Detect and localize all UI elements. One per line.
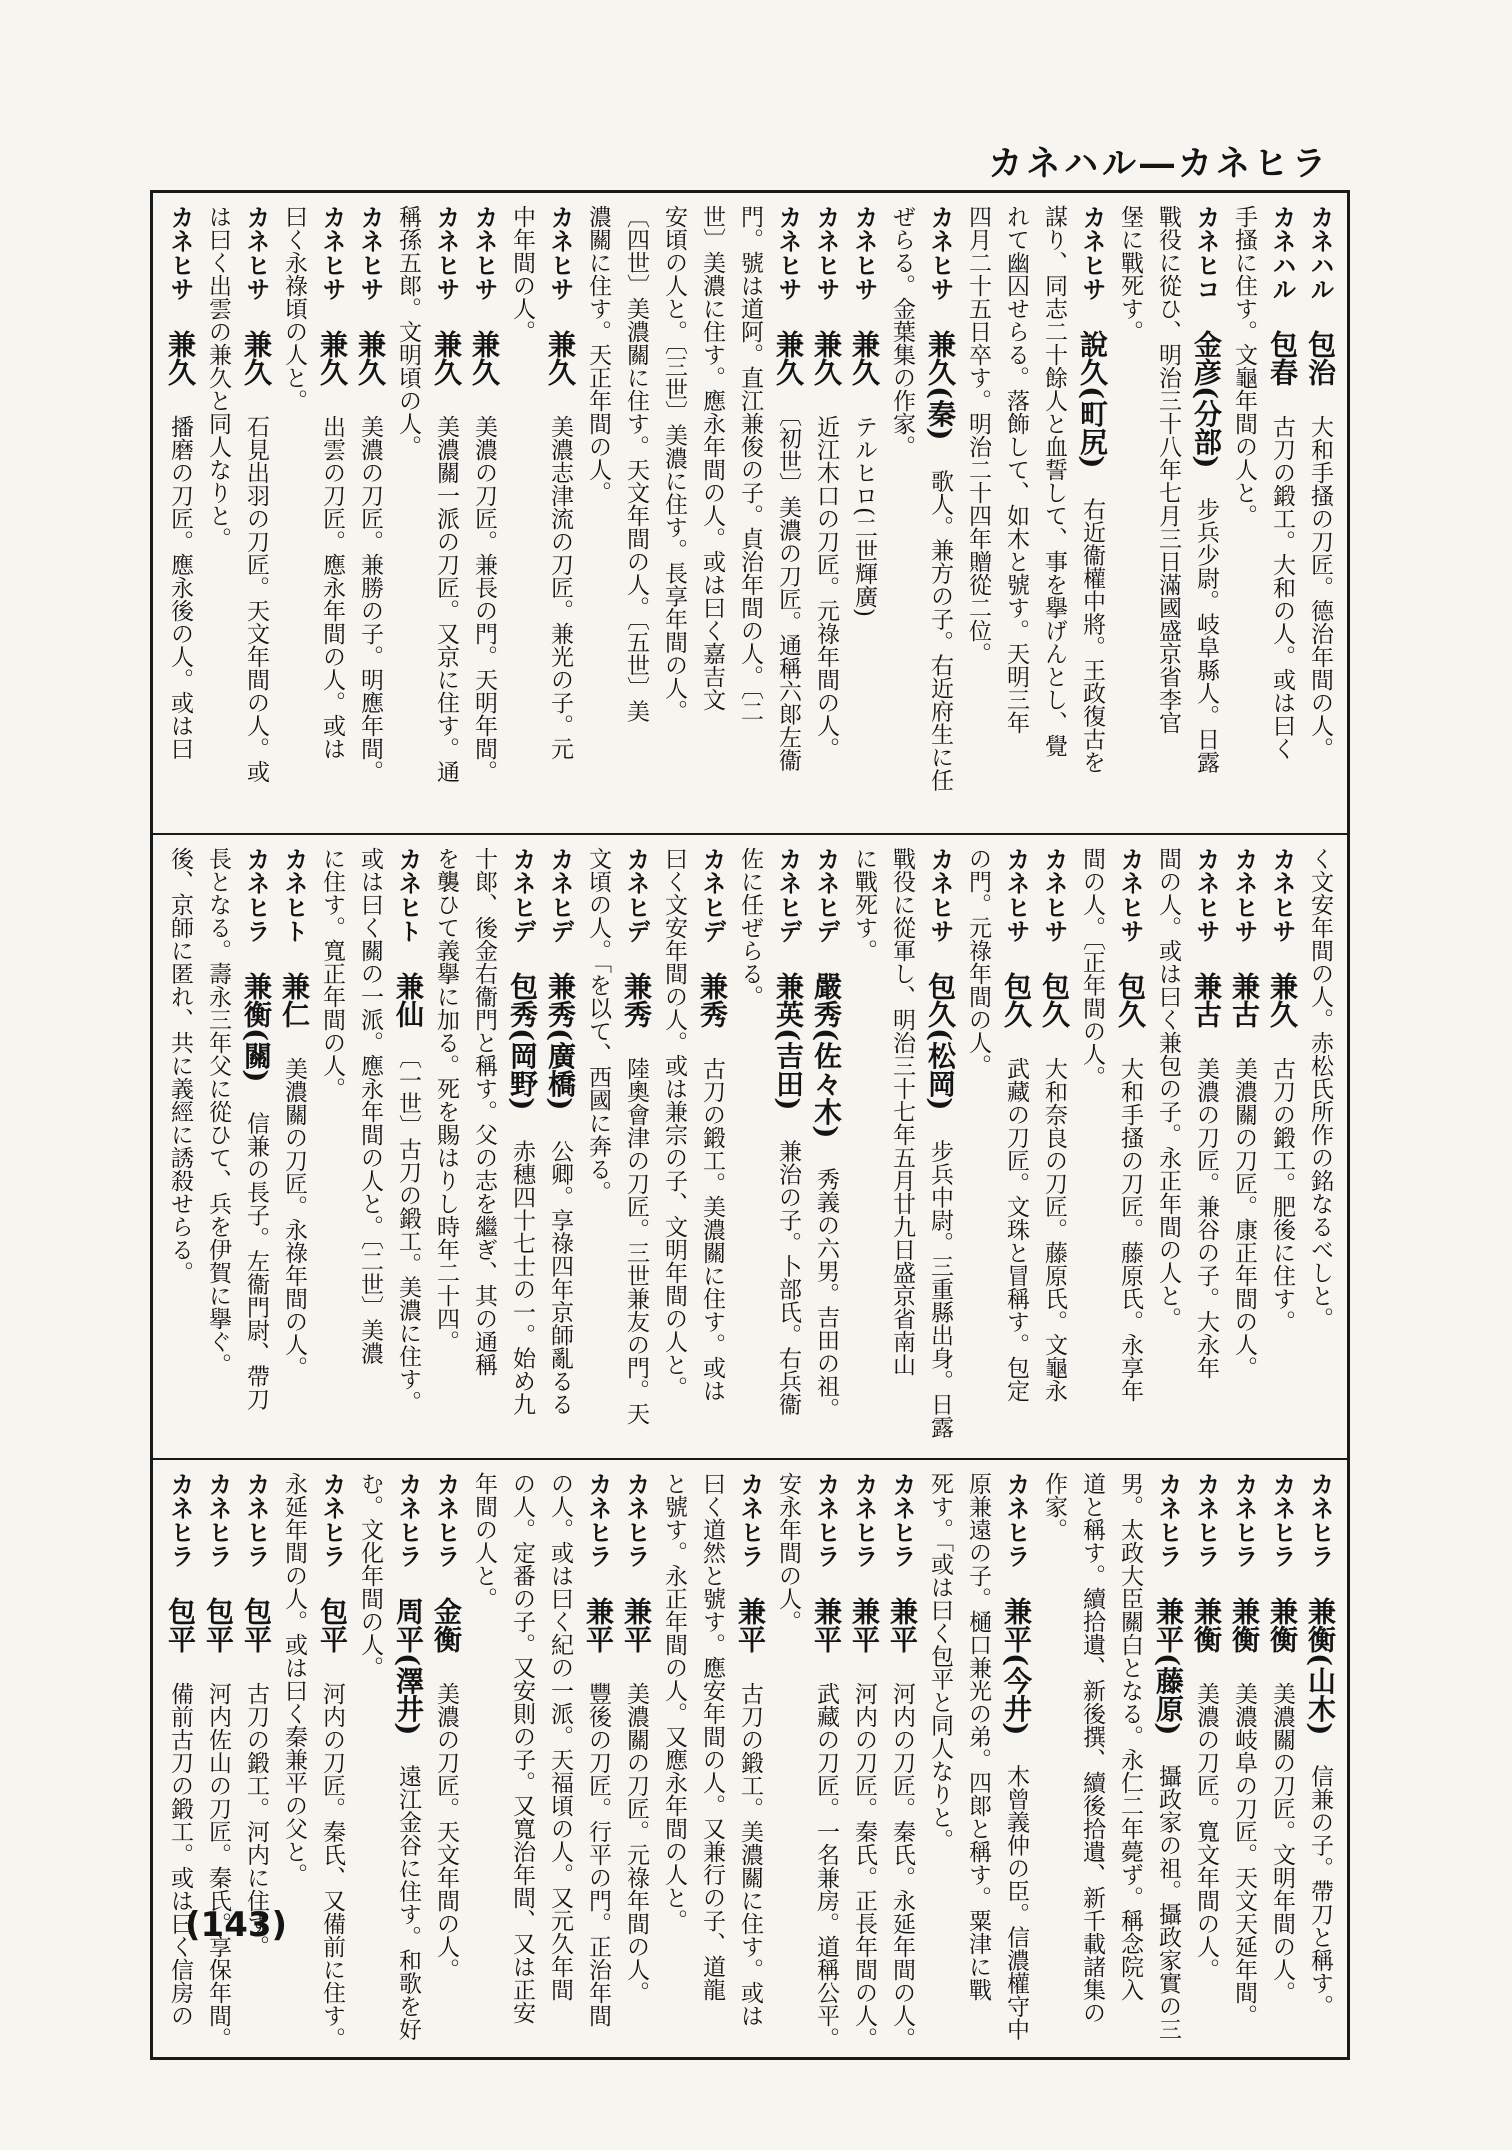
entry-text: 安頃の人と。〔三世〕美濃に住す。長享年間の人。	[661, 205, 687, 723]
continuation-line	[427, 847, 465, 1452]
entry-reading: カネヒサ	[774, 205, 802, 301]
continuation-line	[389, 205, 427, 825]
entry-text: 古刀の鍛工。肥後に住す。	[1269, 1057, 1295, 1333]
entry-reading: カネヒサ	[166, 205, 194, 301]
entry-line	[807, 847, 845, 1452]
continuation-line	[693, 205, 731, 825]
continuation-line	[465, 847, 503, 1452]
entry-text: 美濃關一派の刀匠。又京に住す。通	[433, 415, 459, 783]
entry-text: は曰く出雲の兼久と同人なりと。	[205, 205, 231, 550]
entry-text: 四月二十五日卒す。明治二十四年贈從二位。	[965, 205, 991, 665]
entry-reading: カネヒデ	[622, 847, 650, 943]
entry-text: 兼治の子。卜部氏。右兵衞	[775, 1139, 801, 1416]
entry-name: 包久	[1038, 972, 1071, 1028]
entry-text: 門。號は道阿。直江兼俊の子。貞治年間の人。〔二	[737, 205, 763, 723]
entry-line	[161, 1472, 199, 2051]
entry-name: 包治	[1304, 330, 1337, 386]
entry-reading: カネヒサ	[1002, 847, 1030, 943]
entry-text: 安永年間の人。	[775, 1472, 801, 1633]
entry-line	[1187, 205, 1225, 825]
entry-name: 兼久	[164, 330, 197, 386]
continuation-line	[1111, 1472, 1149, 2051]
entry-text: 曰く道然と號す。應安年間の人。又兼行の子、道龍	[699, 1472, 725, 2001]
entry-text: 遠江金谷に住す。和歌を好	[395, 1764, 421, 2041]
entry-line	[807, 205, 845, 825]
entry-reading: カネヒサ	[356, 205, 384, 301]
entry-text: 美濃の刀匠。天文年間の人。	[433, 1682, 459, 1981]
entry-name: 兼久	[848, 330, 881, 386]
entry-reading: カネヒデ	[698, 847, 726, 943]
page-number: (143)	[185, 1905, 288, 1945]
continuation-line	[921, 1472, 959, 2051]
continuation-line	[351, 1472, 389, 2051]
entry-line	[237, 847, 275, 1452]
entry-text: 出雲の刀匠。應永年間の人。或は	[319, 415, 345, 760]
entry-line	[1187, 1472, 1225, 2051]
entry-line	[693, 847, 731, 1452]
entry-name: 兼衡	[1228, 1597, 1261, 1653]
entry-text: 原兼遠の子。樋口兼光の弟。四郞と稱す。粟津に戰	[965, 1472, 991, 2001]
entry-name: 包久	[1114, 972, 1147, 1028]
entry-reading: カネヒラ	[888, 1472, 916, 1568]
entry-reading: カネヒラ	[736, 1472, 764, 1568]
entry-name: 兼衡(關)	[240, 972, 273, 1083]
entry-text: 或は曰く關の一派。應永年間の人と。〔二世〕美濃	[357, 847, 383, 1365]
entry-name: 兼平	[848, 1597, 881, 1653]
entry-name: 兼仁	[278, 972, 311, 1028]
entry-text: 近江木口の刀匠。元祿年間の人。	[813, 415, 839, 760]
entry-reading: カネヒト	[394, 847, 422, 943]
entry-line	[427, 205, 465, 825]
entry-columns	[161, 205, 1339, 825]
entry-reading: カネハル	[1268, 205, 1296, 301]
entry-reading: カネヒデ	[774, 847, 802, 943]
continuation-line	[1073, 847, 1111, 1452]
page-header	[180, 140, 1330, 184]
entry-text: 大和手搔の刀匠。德治年間の人。	[1307, 415, 1333, 760]
entry-reading: カネヒラ	[242, 847, 270, 943]
entry-line	[275, 847, 313, 1452]
entry-text: 河内の刀匠。秦氏。正長年間の人。	[851, 1682, 877, 2050]
entry-line	[161, 205, 199, 825]
entry-text: 武藏の刀匠。文珠と冒稱す。包定	[1003, 1057, 1029, 1402]
entry-reading: カネヒラ	[1154, 1472, 1182, 1568]
entry-reading: カネヒラ	[1192, 1472, 1220, 1568]
entry-text: 道と稱す。續拾遺、新後撰、續後拾遺、新千載諸集の	[1079, 1472, 1105, 2024]
entry-name: 兼久	[316, 330, 349, 386]
entry-text: 大和奈良の刀匠。藤原氏。文龜永	[1041, 1057, 1067, 1402]
entry-text: 河内佐山の刀匠。秦氏。享保年間。	[205, 1682, 231, 2050]
continuation-line	[1035, 1472, 1073, 2051]
entry-reading: カネヒト	[280, 847, 308, 943]
continuation-line	[161, 847, 199, 1452]
entry-text: 武藏の刀匠。一名兼房。道稱公平。	[813, 1682, 839, 2050]
entry-name: 兼久	[1266, 972, 1299, 1028]
entry-text: 步兵少尉。岐阜縣人。日露	[1193, 497, 1219, 774]
entry-name: 包平	[202, 1597, 235, 1653]
entry-text: 歌人。兼方の子。右近府生に任	[927, 469, 953, 792]
continuation-line	[1149, 847, 1187, 1452]
entry-name: 說久(町尻)	[1076, 330, 1109, 469]
entry-line	[769, 847, 807, 1452]
entry-text: に住す。寬正年間の人。	[319, 847, 345, 1100]
entry-name: 兼久	[544, 330, 577, 386]
continuation-line	[579, 847, 617, 1452]
entry-reading: カネヒラ	[1002, 1472, 1030, 1568]
entry-reading: カネヒサ	[1192, 847, 1220, 943]
continuation-line	[199, 205, 237, 825]
entry-text: 美濃志津流の刀匠。兼光の子。元	[547, 415, 573, 760]
entry-text: 〔四世〕美濃關に住す。天文年間の人。〔五世〕美	[623, 205, 649, 723]
entry-text: 〔一世〕古刀の鍛工。美濃に住す。	[395, 1057, 421, 1414]
continuation-line	[503, 1472, 541, 2051]
entry-reading: カネヒラ	[1268, 1472, 1296, 1568]
entry-text: 右近衞權中將。王政復古を	[1079, 497, 1105, 774]
header-title: カネハル―カネヒラ	[988, 143, 1330, 184]
entry-name: 兼久	[772, 330, 805, 386]
entry-line	[997, 847, 1035, 1452]
entry-line	[237, 1472, 275, 2051]
entry-text: 美濃關の刀匠。元祿年間の人。	[623, 1682, 649, 2004]
entry-text: の門。元祿年間の人。	[965, 847, 991, 1077]
continuation-line	[959, 847, 997, 1452]
entry-line	[199, 1472, 237, 2051]
entry-line	[1301, 1472, 1339, 2051]
entry-name: 兼久	[240, 330, 273, 386]
entry-line	[541, 847, 579, 1452]
entry-text: 赤穗四十七士の一。始め九	[509, 1139, 535, 1416]
entry-text: 河内の刀匠。秦氏、又備前に住す。	[319, 1682, 345, 2050]
entry-reading: カネハル	[1306, 205, 1334, 301]
entry-reading: カネヒサ	[926, 847, 954, 943]
entry-line	[313, 1472, 351, 2051]
entry-reading: カネヒサ	[1040, 847, 1068, 943]
entry-text: と號す。永正年間の人。又應永年間の人と。	[661, 1472, 687, 1932]
continuation-line	[693, 1472, 731, 2051]
entry-text: 手搔に住す。文龜年間の人と。	[1231, 205, 1257, 527]
entry-text: 年間の人と。	[471, 1472, 497, 1610]
continuation-line	[351, 847, 389, 1452]
entry-text: 間の人。〔正年間の人。	[1079, 847, 1105, 1089]
entry-name: 包平	[164, 1597, 197, 1653]
entry-text: 世〕美濃に住す。應永年間の人。或は曰く嘉吉文	[699, 205, 725, 711]
entry-name: 兼久	[810, 330, 843, 386]
continuation-line	[541, 1472, 579, 2051]
continuation-line	[655, 847, 693, 1452]
entry-text: 作家。	[1041, 1472, 1067, 1541]
entry-line	[1073, 205, 1111, 825]
entry-text: む。文化年間の人。	[357, 1472, 383, 1679]
entry-name: 金彦(分部)	[1190, 330, 1223, 469]
continuation-line	[579, 205, 617, 825]
entry-text: 間の人。或は曰く兼包の子。永正年間の人と。	[1155, 847, 1181, 1330]
entry-name: 兼秀	[620, 972, 653, 1028]
entry-reading: カネヒサ	[546, 205, 574, 301]
entry-line	[1111, 847, 1149, 1452]
entry-text: 攝政家の祖。攝政家實の三	[1155, 1764, 1181, 2041]
entry-name: 兼古	[1228, 972, 1261, 1028]
entry-name: 兼平(藤原)	[1152, 1597, 1185, 1736]
entry-name: 兼久(秦)	[924, 330, 957, 441]
entry-text: 堡に戰死す。	[1117, 205, 1143, 343]
entry-line	[731, 1472, 769, 2051]
entry-line	[1263, 847, 1301, 1452]
entry-reading: カネヒサ	[318, 205, 346, 301]
entry-line	[921, 205, 959, 825]
entry-name: 包久	[1000, 972, 1033, 1028]
entry-text: 美濃關の刀匠。永祿年間の人。	[281, 1057, 307, 1379]
entry-reading: カネヒサ	[1116, 847, 1144, 943]
continuation-line	[1073, 1472, 1111, 2051]
entry-text: 古刀の鍛工。河内に住す。	[243, 1682, 269, 1958]
entry-text: 大和手搔の刀匠。藤原氏。永享年	[1117, 1057, 1143, 1402]
entry-reading: カネヒラ	[432, 1472, 460, 1568]
entry-text: 古刀の鍛工。大和の人。或は曰く	[1269, 415, 1295, 760]
entry-text: 美濃の刀匠。兼長の門。天明年間。	[471, 415, 497, 783]
entry-text: 美濃の刀匠。兼勝の子。明應年間。	[357, 415, 383, 783]
continuation-line	[503, 205, 541, 825]
continuation-line	[275, 1472, 313, 2051]
continuation-line	[465, 1472, 503, 2051]
entry-text: 美濃關の刀匠。康正年間の人。	[1231, 1057, 1257, 1379]
entry-name: 兼平(今井)	[1000, 1597, 1033, 1736]
entry-name: 金衡	[430, 1597, 463, 1653]
entry-line	[389, 1472, 427, 2051]
entry-text: の人。定番の子。又安則の子。又寬治年間、又は正安	[509, 1472, 535, 2024]
entry-line	[883, 1472, 921, 2051]
continuation-line	[275, 205, 313, 825]
entry-name: 包久(松岡)	[924, 972, 957, 1111]
entry-reading: カネヒサ	[1078, 205, 1106, 301]
entry-text: 公卿。享祿四年京師亂るる	[547, 1139, 573, 1416]
entry-line	[1225, 847, 1263, 1452]
entry-name: 兼平	[886, 1597, 919, 1653]
entry-reading: カネヒラ	[584, 1472, 612, 1568]
entry-text: 戰役に從ひ、明治三十八年七月三日滿國盛京省李官	[1155, 205, 1181, 734]
entry-reading: カネヒサ	[242, 205, 270, 301]
entry-line	[845, 1472, 883, 2051]
entry-name: 兼久	[430, 330, 463, 386]
continuation-line	[883, 847, 921, 1452]
entry-name: 兼衡	[1190, 1597, 1223, 1653]
entry-line	[1149, 1472, 1187, 2051]
continuation-line	[845, 847, 883, 1452]
entry-text: 古刀の鍛工。美濃關に住す。或は	[699, 1057, 725, 1402]
entry-line	[997, 1472, 1035, 2051]
entry-text: 中年間の人。	[509, 205, 535, 343]
continuation-line	[655, 1472, 693, 2051]
entry-line	[1225, 1472, 1263, 2051]
entry-text: に戰死す。	[851, 847, 877, 962]
entry-name: 兼平	[620, 1597, 653, 1653]
continuation-line	[731, 205, 769, 825]
entry-text: 濃關に住す。天正年間の人。	[585, 205, 611, 504]
entry-text: 稱孫五郞。文明頃の人。	[395, 205, 421, 458]
entry-text: 河内の刀匠。秦氏。永延年間の人。	[889, 1682, 915, 2050]
entry-text: 美濃關の刀匠。文明年間の人。	[1269, 1682, 1295, 2004]
entry-line	[1301, 205, 1339, 825]
entry-name: 包平	[316, 1597, 349, 1653]
entry-line	[1035, 847, 1073, 1452]
continuation-line	[883, 205, 921, 825]
entry-text: 美濃岐阜の刀匠。天文天延年間。	[1231, 1682, 1257, 2027]
entry-text: の人。或は曰く紀の一派。天福頃の人。又元久年間	[547, 1472, 573, 2001]
entry-reading: カネヒラ	[1306, 1472, 1334, 1568]
entry-text: 後、京師に匿れ、共に義經に誘殺せらる。	[167, 847, 193, 1284]
entry-line	[237, 205, 275, 825]
entry-reading: カネヒラ	[394, 1472, 422, 1568]
entry-reading: カネヒサ	[1268, 847, 1296, 943]
continuation-line	[1225, 205, 1263, 825]
dictionary-frame	[150, 190, 1350, 2060]
continuation-line	[1301, 847, 1339, 1452]
entry-text: 播磨の刀匠。應永後の人。或は曰	[167, 415, 193, 760]
entry-text: 男。太政大臣關白となる。永仁二年薨ず。稱念院入	[1117, 1472, 1143, 2001]
entry-text: 步兵中尉。三重縣出身。日露	[927, 1139, 953, 1439]
entry-text: 曰く永祿頃の人と。	[281, 205, 307, 412]
entry-text: ぜらる。金葉集の作家。	[889, 205, 915, 458]
entry-text: 美濃の刀匠。寬文年間の人。	[1193, 1682, 1219, 1981]
section-middle	[153, 833, 1347, 1460]
entry-text: 備前古刀の鍛工。或は曰く信房の	[167, 1682, 193, 2027]
entry-line	[465, 205, 503, 825]
entry-line	[541, 205, 579, 825]
entry-reading: カネヒコ	[1192, 205, 1220, 301]
entry-name: 嚴秀(佐々木)	[810, 972, 843, 1139]
entry-name: 周平(澤井)	[392, 1597, 425, 1736]
entry-line	[351, 205, 389, 825]
entry-reading: カネヒラ	[318, 1472, 346, 1568]
entry-text: 秀義の六男。吉田の祖。	[813, 1167, 839, 1421]
entry-name: 包平	[240, 1597, 273, 1653]
continuation-line	[731, 847, 769, 1452]
entry-name: 兼平	[582, 1597, 615, 1653]
entry-text: 信兼の長子。左衞門尉、帶刀	[243, 1111, 269, 1411]
continuation-line	[997, 205, 1035, 825]
entry-text: れて幽囚せらる。落飾して、如木と號す。天明三年	[1003, 205, 1029, 734]
entry-name: 兼衡	[1266, 1597, 1299, 1653]
entry-text: 木曾義仲の臣。信濃權守中	[1003, 1764, 1029, 2041]
entry-text: 陸奧會津の刀匠。三世兼友の門。天	[623, 1057, 649, 1425]
entry-text: く文安年間の人。赤松氏所作の銘なるべしと。	[1307, 847, 1333, 1330]
entry-reading: カネヒサ	[1230, 847, 1258, 943]
continuation-line	[769, 1472, 807, 2051]
entry-name: 兼平	[810, 1597, 843, 1653]
section-bottom	[153, 1458, 1347, 2059]
entry-line	[427, 1472, 465, 2051]
entry-line	[845, 205, 883, 825]
entry-reading: カネヒサ	[850, 205, 878, 301]
entry-line	[1263, 1472, 1301, 2051]
entry-name: 包秀(岡野)	[506, 972, 539, 1111]
entry-reading: カネヒラ	[242, 1472, 270, 1568]
continuation-line	[959, 205, 997, 825]
entry-line	[617, 1472, 655, 2051]
entry-line	[1263, 205, 1301, 825]
entry-line	[579, 1472, 617, 2051]
entry-line	[503, 847, 541, 1452]
section-top	[153, 193, 1347, 833]
entry-reading: カネヒラ	[850, 1472, 878, 1568]
entry-text: 曰く文安年間の人。或は兼宗の子、文明年間の人と。	[661, 847, 687, 1399]
continuation-line	[313, 847, 351, 1452]
continuation-line	[199, 847, 237, 1452]
entry-text: 美濃の刀匠。兼谷の子。大永年	[1193, 1057, 1219, 1379]
entry-text: テルヒロ(二世輝廣)	[851, 415, 877, 617]
entry-text: 文頃の人。「を以て、西國に奔る。	[585, 847, 611, 1204]
entry-line	[769, 205, 807, 825]
entry-text: 死す。「或は曰く包平と同人なりと。	[927, 1472, 953, 1852]
entry-text: を襲ひて義擧に加る。死を賜はりし時年二十四。	[433, 847, 459, 1353]
continuation-line	[1111, 205, 1149, 825]
entry-reading: カネヒラ	[622, 1472, 650, 1568]
entry-line	[389, 847, 427, 1452]
entry-text: 〔初世〕美濃の刀匠。通稱六郞左衞	[775, 415, 801, 772]
entry-reading: カネヒサ	[432, 205, 460, 301]
continuation-line	[617, 205, 655, 825]
entry-name: 兼衡(山木)	[1304, 1597, 1337, 1736]
entry-name: 兼秀	[696, 972, 729, 1028]
entry-name: 兼英(吉田)	[772, 972, 805, 1111]
entry-line	[807, 1472, 845, 2051]
entry-text: 戰役に從軍し、明治三十七年五月廿九日盛京省南山	[889, 847, 915, 1376]
entry-name: 兼久	[354, 330, 387, 386]
entry-text: 謀り、同志二十餘人と血誓して、事を擧げんとし、覺	[1041, 205, 1067, 757]
entry-line	[617, 847, 655, 1452]
entry-name: 兼古	[1190, 972, 1223, 1028]
entry-name: 兼平	[734, 1597, 767, 1653]
entry-line	[313, 205, 351, 825]
entry-reading: カネヒラ	[812, 1472, 840, 1568]
entry-reading: カネヒラ	[166, 1472, 194, 1568]
entry-name: 包春	[1266, 330, 1299, 386]
entry-name: 兼久	[468, 330, 501, 386]
entry-text: 石見出羽の刀匠。天文年間の人。或	[243, 415, 269, 783]
entry-name: 兼仙	[392, 972, 425, 1028]
continuation-line	[655, 205, 693, 825]
continuation-line	[959, 1472, 997, 2051]
entry-reading: カネヒサ	[812, 205, 840, 301]
entry-reading: カネヒデ	[546, 847, 574, 943]
entry-text: 信兼の子。帶刀と稱す。	[1307, 1764, 1333, 2018]
entry-text: 古刀の鍛工。美濃關に住す。或は	[737, 1682, 763, 2027]
entry-reading: カネヒデ	[508, 847, 536, 943]
entry-reading: カネヒサ	[926, 205, 954, 301]
entry-reading: カネヒサ	[470, 205, 498, 301]
continuation-line	[1149, 205, 1187, 825]
entry-reading: カネヒラ	[1230, 1472, 1258, 1568]
entry-line	[1187, 847, 1225, 1452]
entry-columns	[161, 847, 1339, 1452]
entry-columns	[161, 1472, 1339, 2051]
entry-reading: カネヒラ	[204, 1472, 232, 1568]
entry-text: 永延年間の人。或は曰く秦兼平の父と。	[281, 1472, 307, 1886]
entry-text: 豐後の刀匠。行平の門。正治年間	[585, 1682, 611, 2027]
entry-text: 十郞、後金右衞門と稱す。父の志を繼ぎ、其の通稱	[471, 847, 497, 1376]
entry-name: 兼秀(廣橋)	[544, 972, 577, 1111]
entry-line	[921, 847, 959, 1452]
entry-text: 佐に任ぜらる。	[737, 847, 763, 1008]
entry-reading: カネヒデ	[812, 847, 840, 943]
continuation-line	[1035, 205, 1073, 825]
entry-text: 長となる。壽永三年父に從ひて、兵を伊賀に擧ぐ。	[205, 847, 231, 1376]
